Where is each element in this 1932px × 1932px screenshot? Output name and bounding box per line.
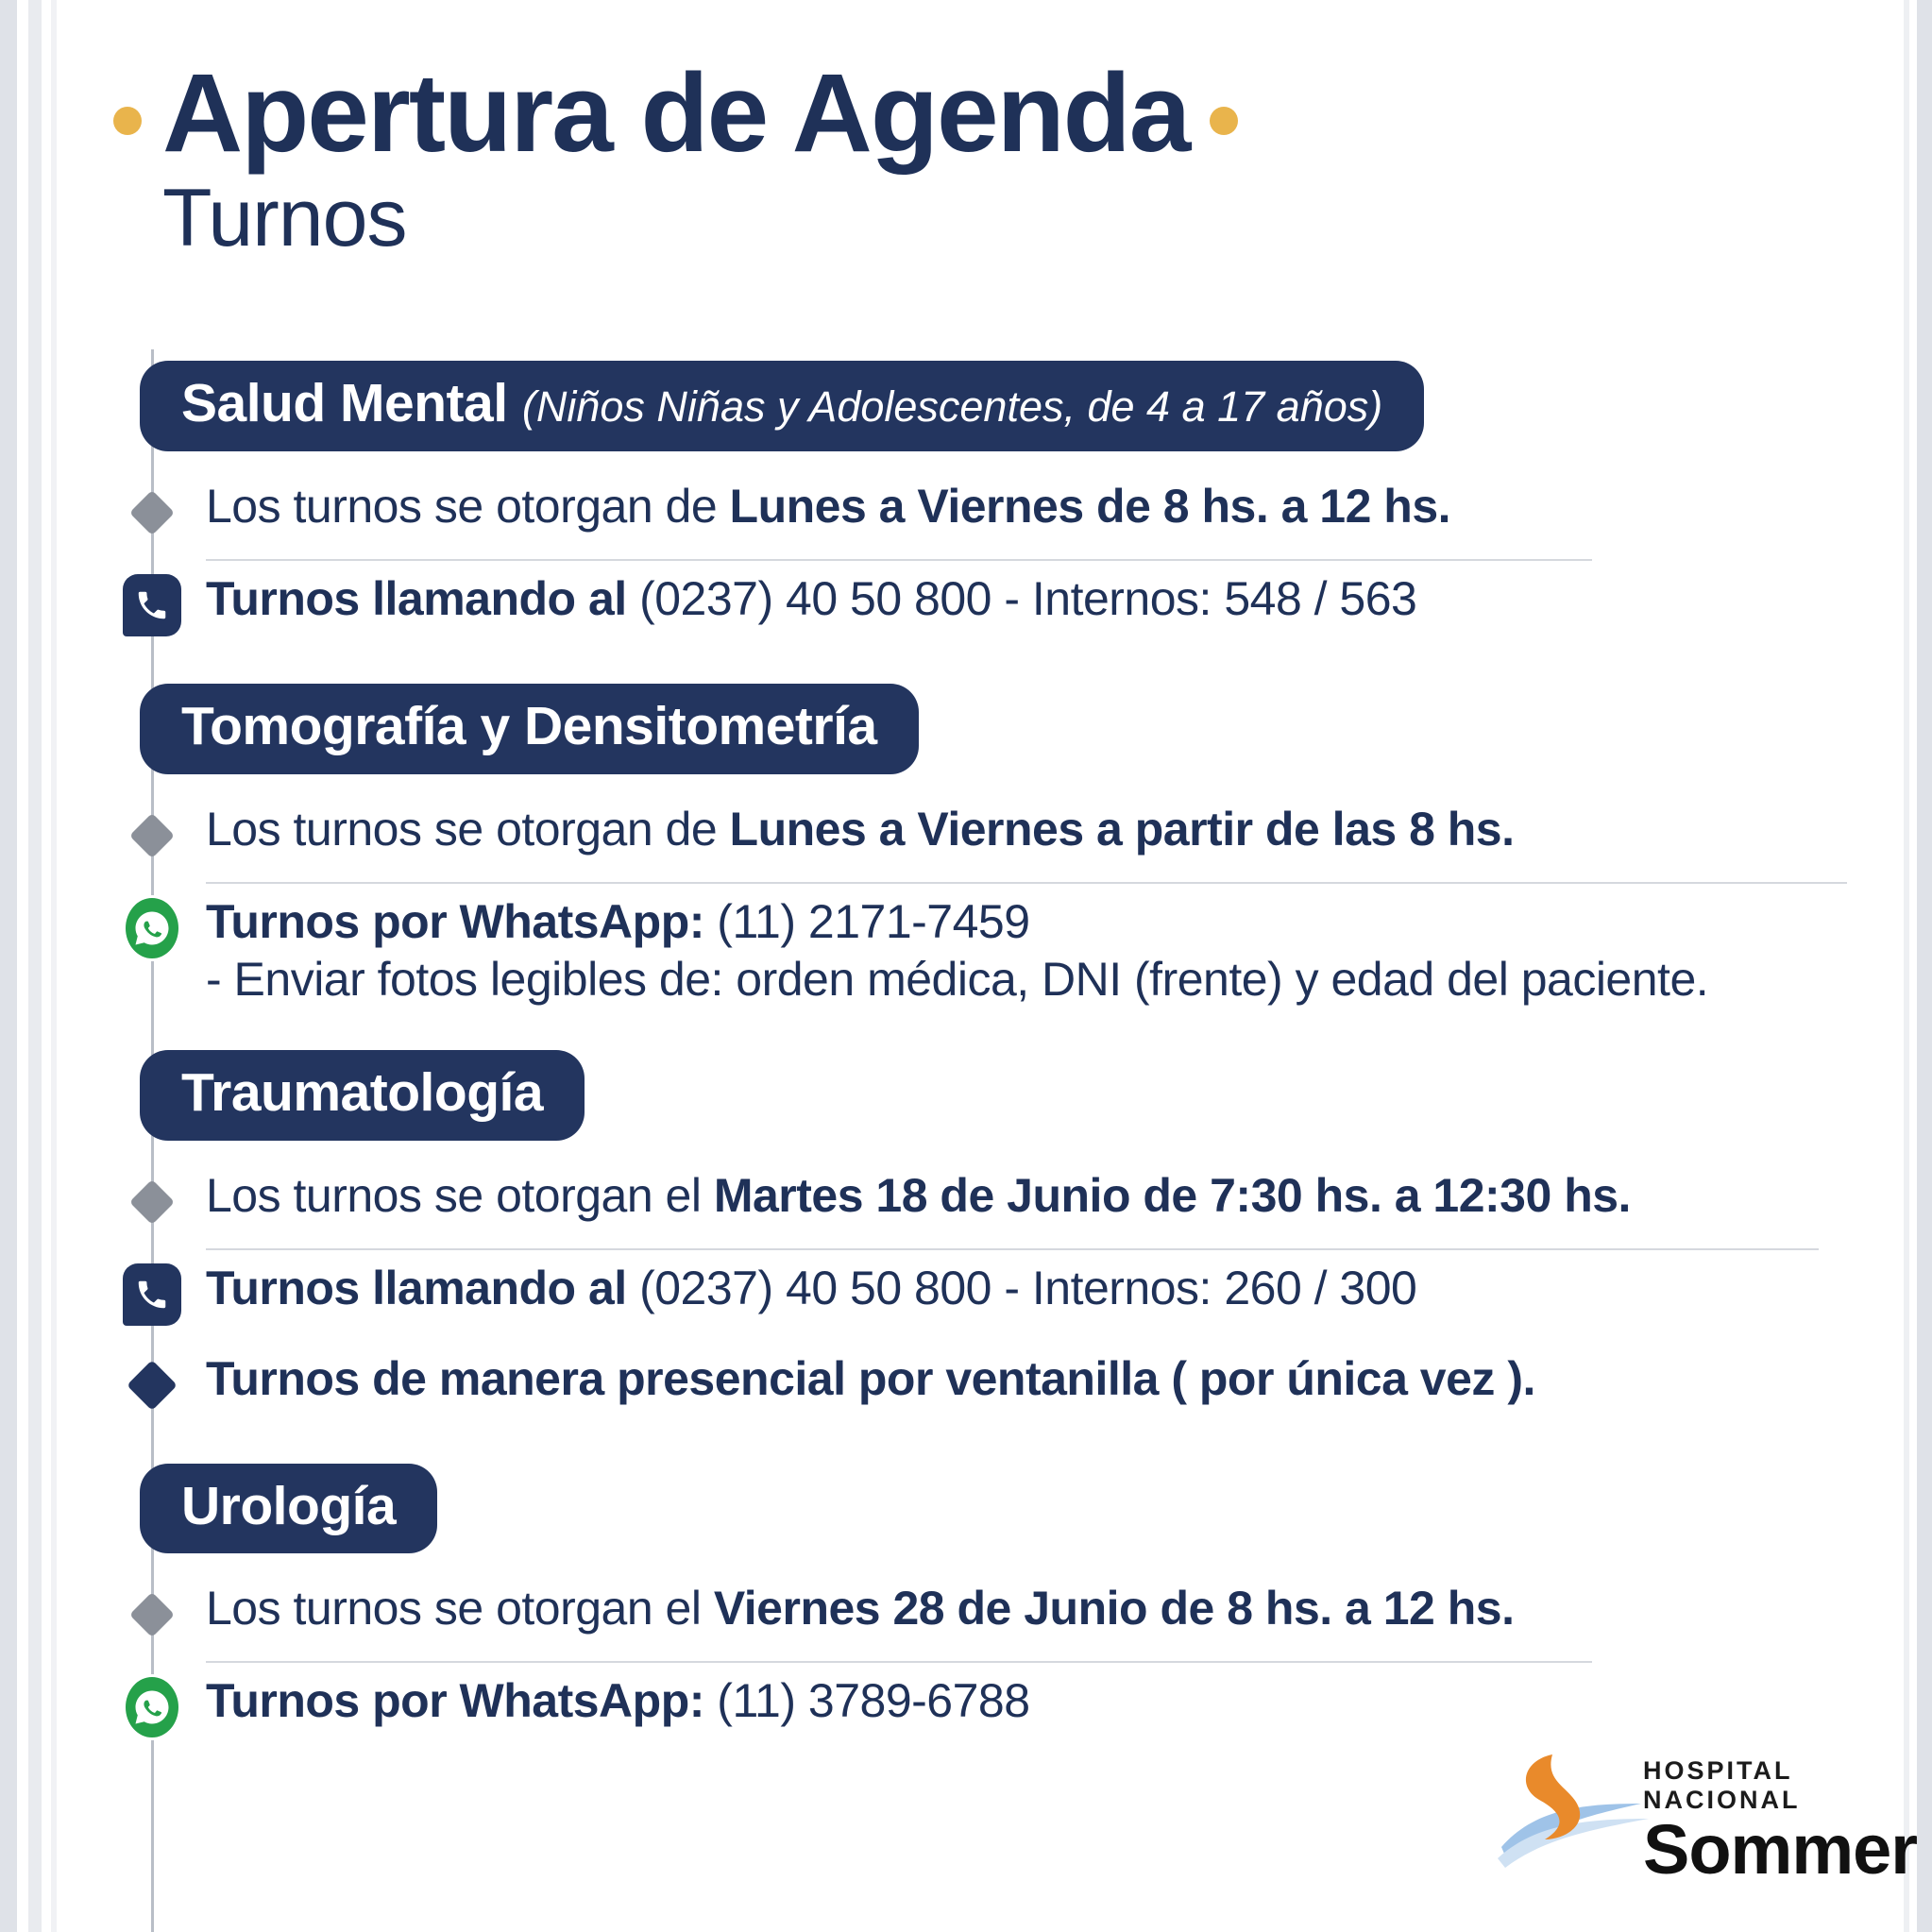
diamond-navy-icon <box>123 1356 181 1415</box>
section-tomografia-densitometria <box>0 684 1932 1018</box>
section-badge-tomografia <box>140 684 919 774</box>
whatsapp-icon <box>123 899 181 958</box>
section-title-traumatologia: Traumatología <box>181 1061 544 1123</box>
row-text-plain: (0237) 40 50 800 - Internos: 548 / 563 <box>639 571 1417 625</box>
section-badge-traumatologia <box>140 1050 585 1141</box>
section-title-urologia: Urología <box>181 1475 397 1536</box>
row-traumatologia-horario <box>0 1158 1932 1248</box>
row-text-bold: Lunes a Viernes de 8 hs. a 12 hs. <box>729 479 1451 533</box>
section-traumatologia <box>0 1050 1932 1432</box>
row-text-plain: Los turnos se otorgan el <box>206 1168 714 1222</box>
diamond-grey-icon <box>123 806 181 865</box>
row-text-plain: Los turnos se otorgan de <box>206 802 730 856</box>
logo-big-text: Sommer <box>1643 1810 1918 1889</box>
diamond-grey-icon <box>123 483 181 542</box>
poster-header <box>113 51 1719 264</box>
row-traumatologia-telefono[interactable] <box>0 1250 1932 1341</box>
row-text-bold: Turnos por WhatsApp: <box>206 1674 718 1728</box>
row-text-plain: (11) 2171-7459 <box>717 894 1030 948</box>
row-text-plain: Los turnos se otorgan de <box>206 479 730 533</box>
decorative-dot-right-icon <box>1210 107 1238 135</box>
row-text-bold: Viernes 28 de Junio de 8 hs. a 12 hs. <box>713 1582 1515 1635</box>
section-urologia <box>0 1464 1932 1754</box>
row-text-second-line: - Enviar fotos legibles de: orden médica, DNI (frente) y edad del paciente. <box>206 952 1709 1006</box>
sommer-swoosh-icon <box>1483 1741 1652 1883</box>
diamond-grey-icon <box>123 1585 181 1644</box>
hospital-logo <box>1483 1724 1918 1894</box>
sections-container <box>0 361 1932 1754</box>
decorative-dot-left-icon <box>113 107 142 135</box>
page-subtitle: Turnos <box>162 173 407 264</box>
row-text-plain: (0237) 40 50 800 - Internos: 260 / 300 <box>639 1261 1417 1314</box>
row-traumatologia-presencial <box>0 1341 1932 1432</box>
row-tomografia-horario <box>0 791 1932 882</box>
section-title-tomografia: Tomografía y Densitometría <box>181 695 877 756</box>
section-note-salud-mental: (Niños Niñas y Adolescentes, de 4 a 17 años) <box>521 382 1383 431</box>
row-text-bold: Turnos por WhatsApp: <box>206 894 718 948</box>
section-salud-mental <box>0 361 1932 652</box>
row-text-bold: Martes 18 de Junio de 7:30 hs. a 12:30 hs. <box>713 1168 1631 1222</box>
row-urologia-horario <box>0 1570 1932 1661</box>
page-title: Apertura de Agenda <box>162 51 1190 176</box>
row-text-bold: Lunes a Viernes a partir de las 8 hs. <box>729 802 1515 856</box>
logo-small-text: HOSPITAL NACIONAL <box>1643 1756 1801 1814</box>
phone-icon <box>123 1265 181 1324</box>
whatsapp-icon <box>123 1678 181 1737</box>
row-text-bold: Turnos de manera presencial por ventanilla ( por única vez ). <box>206 1351 1535 1405</box>
row-salud-mental-horario <box>0 468 1932 559</box>
row-text-bold: Turnos llamando al <box>206 1261 640 1314</box>
row-tomografia-whatsapp[interactable] <box>0 884 1932 1018</box>
row-text-plain: Los turnos se otorgan el <box>206 1582 714 1635</box>
row-salud-mental-telefono[interactable] <box>0 561 1932 652</box>
row-text-bold: Turnos llamando al <box>206 571 640 625</box>
row-text-plain: (11) 3789-6788 <box>717 1674 1030 1728</box>
section-title-salud-mental: Salud Mental <box>181 373 508 433</box>
section-badge-urologia <box>140 1464 437 1554</box>
section-badge-salud-mental <box>140 361 1424 451</box>
diamond-grey-icon <box>123 1173 181 1231</box>
phone-icon <box>123 576 181 635</box>
